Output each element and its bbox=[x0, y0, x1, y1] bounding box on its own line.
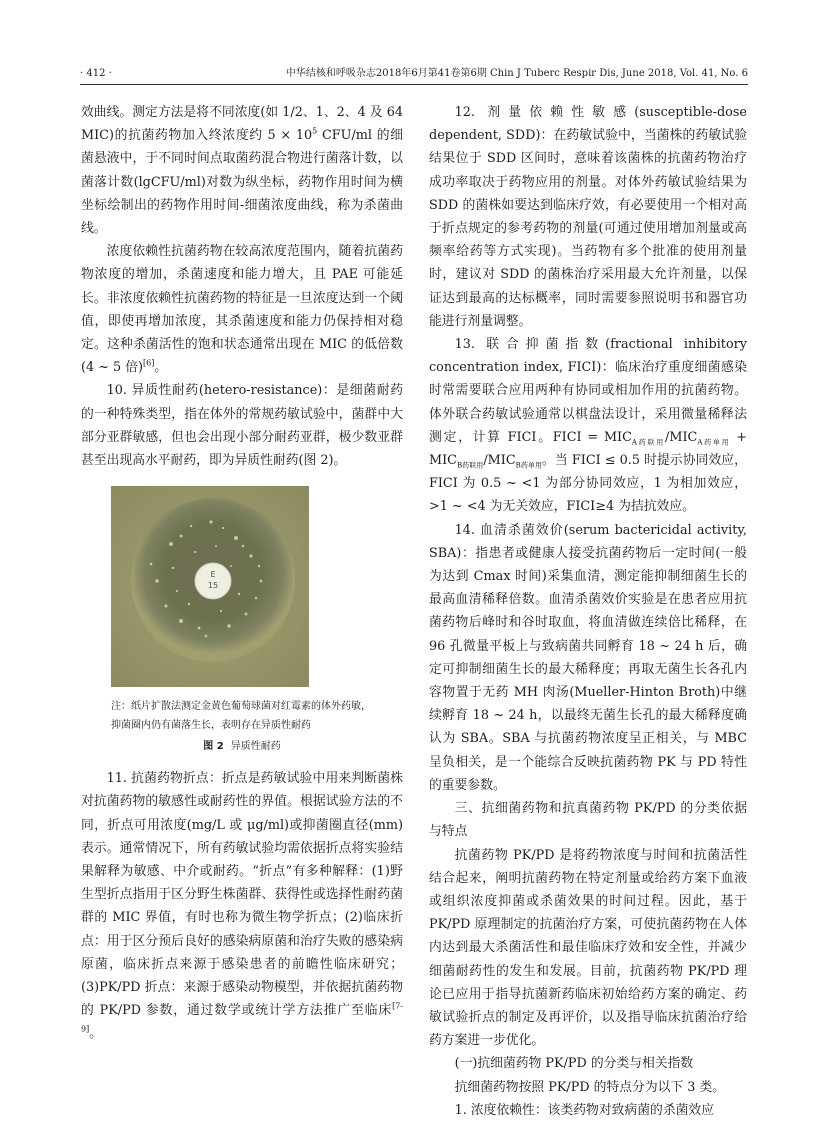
paragraph-pkpd-intro: 抗菌药物 PK/PD 是将药物浓度与时间和抗菌活性结合起来，阐明抗菌药物在特定剂量或给药方案下血液或组织浓度抑菌或杀菌效果的时间过程。因此，基于 PK/PD 原理制定的抗菌治疗方案，可使抗菌药物在人体内达到最大杀菌活性和最佳临床疗效和安全性，并减少细菌耐药性的发生和发展。目前，抗菌药物 PK/PD 理论已应用于指导抗菌新药临床初始给药方案的确定、药敏试验折点的制定及再评价，以及指导临床抗菌治疗给药方案进一步优化。 bbox=[429, 847, 747, 1049]
paragraph-hetero-resistance: 10. 异质性耐药(hetero-resistance)：是细菌耐药的一种特殊类型，指在体外的常规药敏试验中，菌群中大部分亚群敏感，但也会出现小部分耐药亚群，极少数亚群甚至出现高水平耐药，即为异质性耐药(图 2)。 bbox=[81, 383, 403, 469]
figure-number: 图 2 bbox=[203, 741, 224, 753]
figure-2 bbox=[81, 486, 403, 755]
paragraph-breakpoints: 11. 抗菌药物折点：折点是药敏试验中用来判断菌株对抗菌药物的敏感性或耐药性的界值。根据试验方法的不同，折点可用浓度(mg/L 或 μg/ml)或抑菌圈直径(mm)表示。通常情况下，所有药敏试验均需依据折点将实验结果解释为敏感、中介或耐药。“折点”有多种解释：(1)野生型折点指用于区分野生株菌群、获得性或选择性耐药菌群的 MIC 界值，有时也称为微生物学折点；(2)临床折点：用于区分预后良好的感染病原菌和治疗失败的感染病原菌，临床折点来源于感染患者的前瞻性临床研究；(3)PK/PD 折点：来源于感染动物模型，并依据抗菌药物的 PK/PD 参数，通过数学或统计学方法推广至临床[7-9]。 bbox=[81, 771, 403, 1042]
subsection-heading: (一)抗细菌药物 PK/PD 的分类与相关指数 bbox=[454, 1056, 694, 1072]
disk-diffusion-plate bbox=[111, 486, 309, 687]
journal-citation: 中华结核和呼吸杂志2018年6月第41卷第6期 Chin J Tuberc Respir Dis, June 2018, Vol. 41, No. 6 bbox=[285, 68, 748, 79]
disk-label-top: E bbox=[210, 570, 216, 580]
paragraph-concentration-dependence: 浓度依赖性抗菌药物在较高浓度范围内，随着抗菌药物浓度的增加，杀菌速度和能力增大，且 PAE 可能延长。非浓度依赖性抗菌药物的特征是一旦浓度达到一个阈值，即使再增加浓度，其杀菌速度和能力仍保持相对稳定。这种杀菌活性的饱和状态通常出现在 MIC 的低倍数(4 ~ 5 倍)[6]。 bbox=[81, 244, 403, 376]
paragraph-categories: 抗细菌药物按照 PK/PD 的特点分为以下 3 类。 bbox=[454, 1079, 726, 1095]
disk-label-bottom: 15 bbox=[207, 581, 219, 591]
paragraph-kill-curve: 效曲线。测定方法是将不同浓度(如 1/2、1、2、4 及 64 MIC)的抗菌药物加入终浓度约 $5 \times 10^5$ CFU/ml 的细菌悬液中，于不同时间点取菌药混合物进行菌落计数，以菌落计数(lgCFU/ml)对数为纵坐标，药物作用时间为横坐标绘制出的药物作用时间-细菌浓度曲线，称为杀菌曲线。 bbox=[81, 105, 403, 237]
paragraph-sba: 14. 血清杀菌效价(serum bactericidal activity, SBA)：指患者或健康人接受抗菌药物后一定时间(一般为达到 Cmax 时间)采集血清，测定能抑制细菌生长的最高血清稀释倍数。血清杀菌效价实验是在患者应用抗菌药物后峰时和谷时取血，将血清做连续倍比稀释，在 96 孔微量平板上与致病菌共同孵育 18 ~ 24 h 后，确定可抑制细菌生长的最大稀释度；再取无菌生长各孔内容物置于无药 MH 肉汤(Mueller-Hinton Broth)中继续孵育 18 ~ 24 h，以最终无菌生长孔的最大稀释度确认为 SBA。SBA 与抗菌药物浓度呈正相关，与 MBC 呈负相关，是一个能综合反映抗菌药物 PK 与 PD 特性的重要参数。 bbox=[429, 522, 747, 793]
page-number: · 412 · bbox=[80, 68, 112, 79]
paragraph-fici: 13. 联合抑菌指数(fractional inhibitory concentration index, FICI)：临床治疗重度细菌感染时常需要联合应用两种有协同或相加作用的抗菌药物。体外联合药敏试验通常以棋盘法设计，采用微量稀释法测定，计算 FICI。FICI = $MIC_{A药联用}/MIC_{A药单用} + MIC_{B药联用}/MIC_{B药单用}$。当 FICI ≤ 0.5 时提示协同效应，FICI 为 0.5 ~ <1 为部分协同效应，1 为相加效应，>1 ~ <4 为无关效应，FICI≥4 为拮抗效应。 bbox=[429, 337, 748, 515]
figure-caption bbox=[81, 739, 403, 755]
figure-note: 注：纸片扩散法测定金黄色葡萄球菌对红霉素的体外药敏，抑菌圈内仍有菌落生长，表明存在异质性耐药 bbox=[111, 701, 371, 732]
figure-title-text: 异质性耐药 bbox=[230, 741, 281, 753]
section-heading: 三、抗细菌药物和抗真菌药物 PK/PD 的分类依据与特点 bbox=[429, 801, 747, 840]
paragraph-concentration-dependent: 1. 浓度依赖性：该类药物对致病菌的杀菌效应 bbox=[454, 1102, 715, 1118]
paragraph-sdd: 12. 剂量依赖性敏感(susceptible-dose dependent, SDD)：在药敏试验中，当菌株的药敏试验结果位于 SDD 区间时，意味着该菌株的抗菌药物治疗成功率取决于药物应用的剂量。对体外药敏试验结果为 SDD 的菌株如要达到临床疗效，有必要使用一个相对高于折点规定的参考药物的剂量(可通过使用增加剂量或高频率给药等方式实现)。当药物有多个批准的使用剂量时，建议对 SDD 的菌株治疗采用最大允许剂量，以保证达到最高的达标概率，同时需要参照说明书和器官功能进行剂量调整。 bbox=[429, 105, 747, 329]
running-header bbox=[80, 66, 748, 85]
citation-ref: [6] bbox=[143, 358, 155, 368]
superscript: 5 bbox=[312, 126, 318, 136]
left-column bbox=[81, 101, 403, 1046]
right-column bbox=[429, 101, 747, 1122]
figure-2-image bbox=[111, 486, 309, 687]
citation-ref: [7-9] bbox=[81, 1002, 403, 1035]
